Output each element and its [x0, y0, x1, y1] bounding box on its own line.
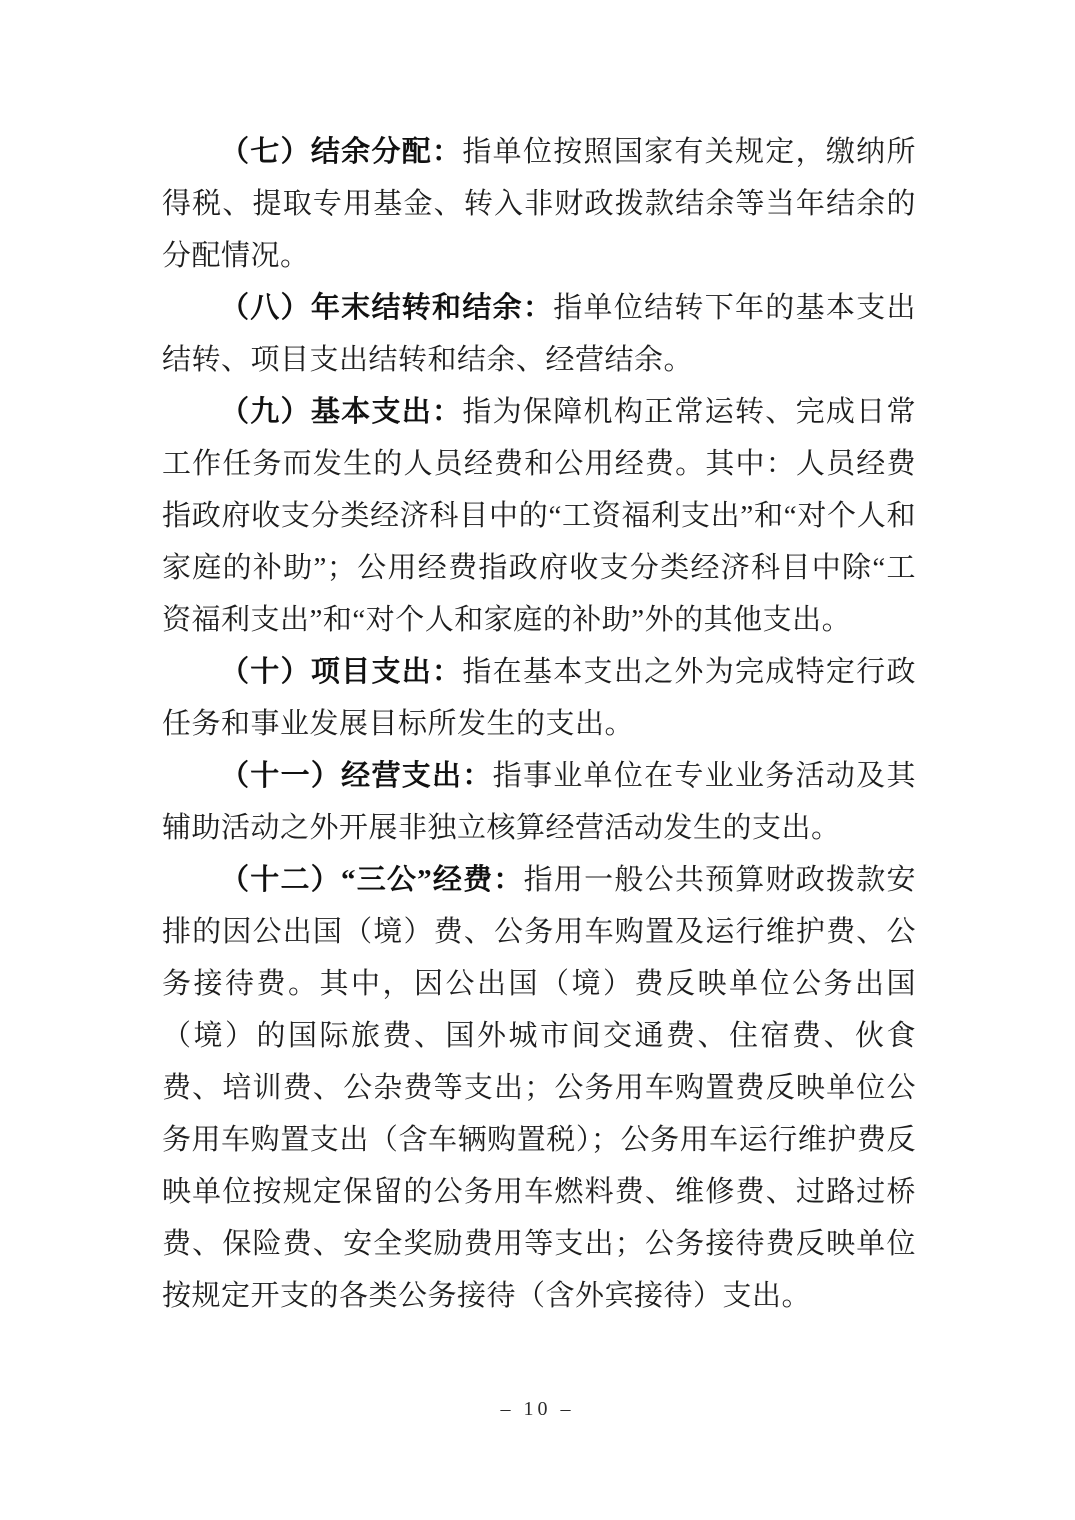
paragraph-label: （十）项目支出：: [220, 656, 463, 688]
paragraph-text: 指单位结转下年的基本支出结转、项目支出结转和结余、经营结余。: [162, 292, 916, 376]
paragraph: [162, 750, 916, 854]
paragraph: [162, 282, 916, 386]
paragraph: [162, 854, 916, 1322]
page-number: – 10 –: [500, 1398, 575, 1420]
paragraph-text: 指用一般公共预算财政拨款安排的因公出国（境）费、公务用车购置及运行维护费、公务接待费。其中，因公出国（境）费反映单位公务出国（境）的国际旅费、国外城市间交通费、住宿费、伙食费、培训费、公杂费等支出；公务用车购置费反映单位公务用车购置支出（含车辆购置税）；公务用车运行维护费反映单位按规定保留的公务用车燃料费、维修费、过路过桥费、保险费、安全奖励费用等支出；公务接待费反映单位按规定开支的各类公务接待（含外宾接待）支出。: [162, 864, 916, 1312]
paragraph: [162, 126, 916, 282]
paragraph-text: 指单位按照国家有关规定，缴纳所得税、提取专用基金、转入非财政拨款结余等当年结余的分配情况。: [162, 136, 916, 272]
document-body: [162, 126, 916, 1322]
paragraph-label: （九）基本支出：: [220, 396, 463, 428]
paragraph-label: （十二）“三公”经费：: [220, 864, 524, 896]
paragraph-label: （七）结余分配：: [220, 136, 463, 168]
paragraph: [162, 386, 916, 646]
paragraph: [162, 646, 916, 750]
paragraph-text: 指事业单位在专业业务活动及其辅助活动之外开展非独立核算经营活动发生的支出。: [162, 760, 916, 844]
paragraph-text: 指为保障机构正常运转、完成日常工作任务而发生的人员经费和公用经费。其中：人员经费指政府收支分类经济科目中的“工资福利支出”和“对个人和家庭的补助”；公用经费指政府收支分类经济科目中除“工资福利支出”和“对个人和家庭的补助”外的其他支出。: [162, 396, 916, 636]
paragraph-label: （八）年末结转和结余：: [220, 292, 554, 324]
paragraph-label: （十一）经营支出：: [220, 760, 493, 792]
paragraph-text: 指在基本支出之外为完成特定行政任务和事业发展目标所发生的支出。: [162, 656, 916, 740]
